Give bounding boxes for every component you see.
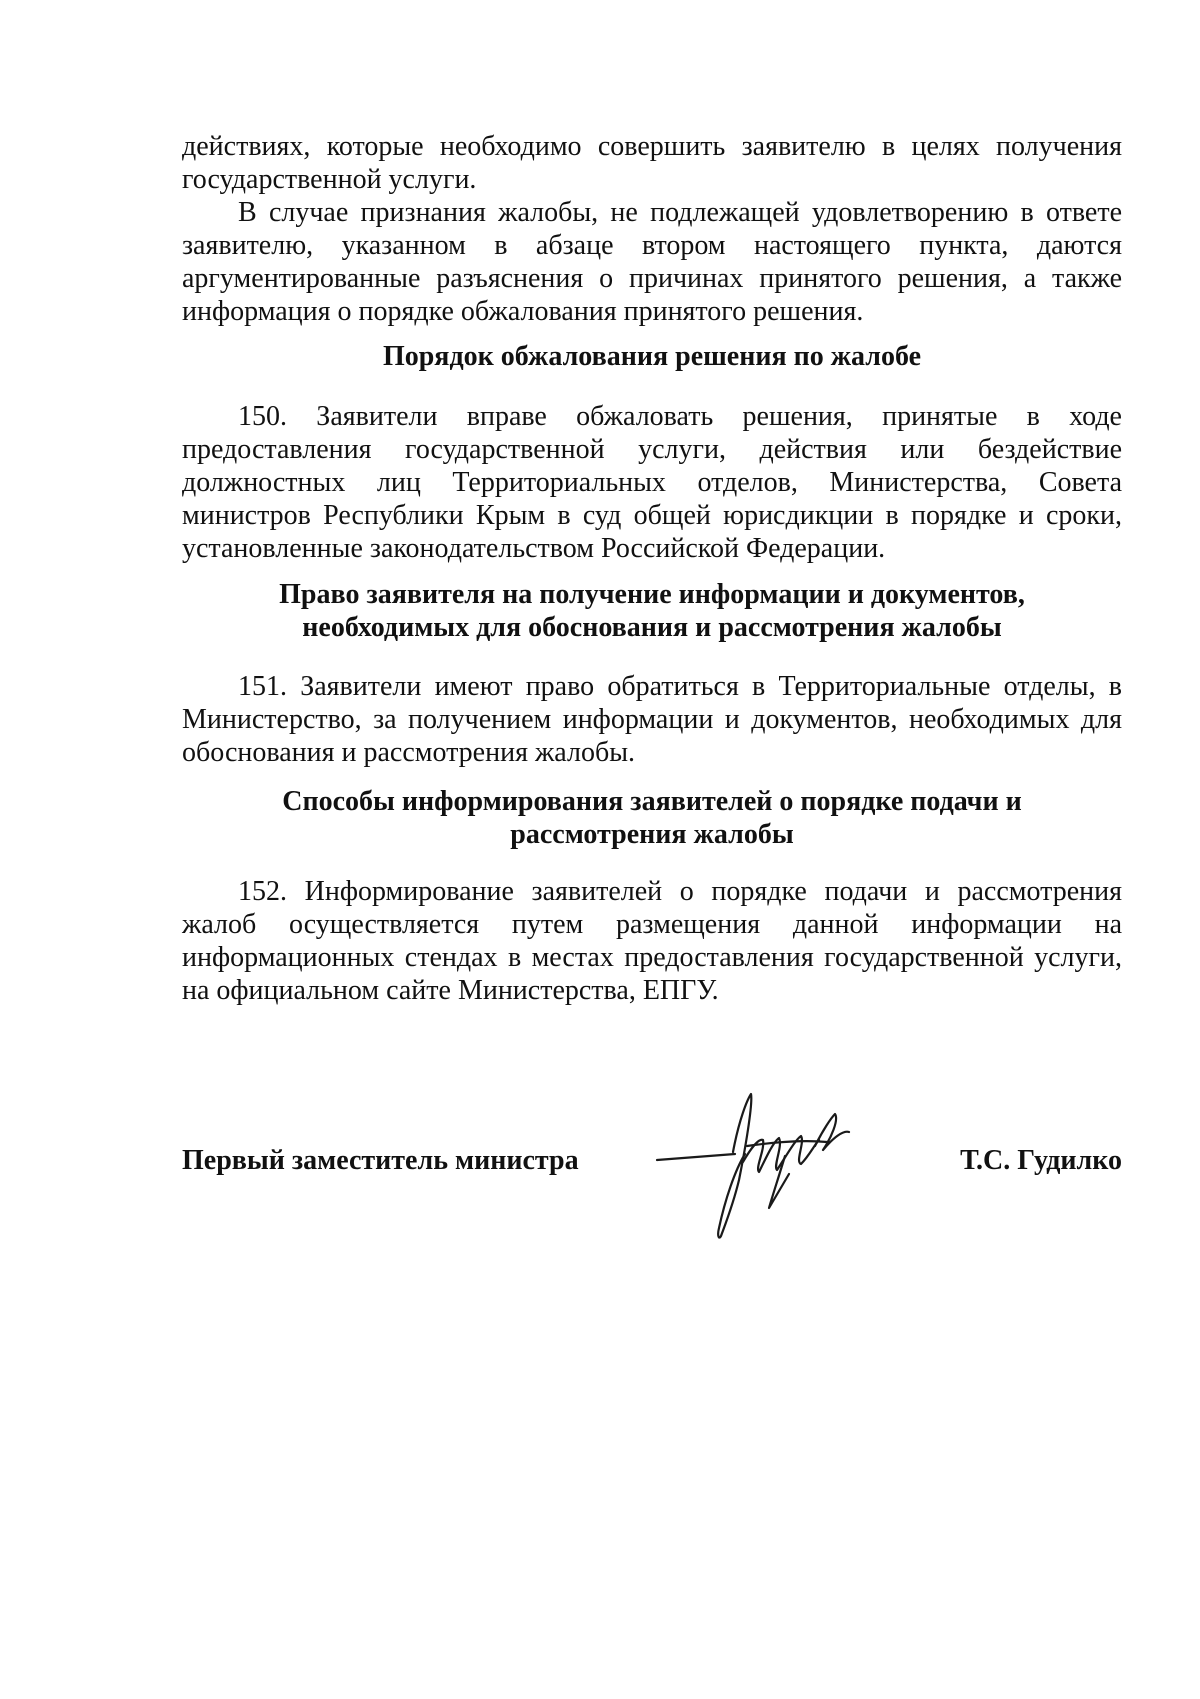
continuation-text bbox=[182, 130, 1122, 328]
heading-right-line-2: необходимых для обоснования и рассмотрения жалобы bbox=[302, 612, 1002, 643]
paragraph-151 bbox=[182, 670, 1122, 769]
handwritten-signature bbox=[655, 1090, 870, 1250]
paragraph-152 bbox=[182, 875, 1122, 1007]
signatory-name: Т.С. Гудилко bbox=[960, 1145, 1122, 1176]
paragraph-150-text: 150. Заявители вправе обжаловать решения, принятые в ходе предоставления государственной услуги, действия или бездействие должностных лиц Территориальных отделов, Министерства, Совета министров Республики Крым в суд общей юрисдикции в порядке и сроки, установленные законодательством Российской Федерации. bbox=[182, 401, 1122, 564]
paragraph-151-text: 151. Заявители имеют право обратиться в Территориальные отделы, в Министерство, за получением информации и документов, необходимых для обоснования и рассмотрения жалобы. bbox=[182, 671, 1122, 768]
paragraph-150 bbox=[182, 400, 1122, 565]
paragraph-152-text: 152. Информирование заявителей о порядке подачи и рассмотрения жалоб осуществляется путем размещения данной информации на информационных стендах в местах предоставления государственной услуги, на официальном сайте Министерства, ЕПГУ. bbox=[182, 876, 1122, 1006]
heading-appeal-procedure bbox=[182, 340, 1122, 373]
heading-right-line-1: Право заявителя на получение информации и документов, bbox=[279, 579, 1025, 610]
paragraph-rejection-info: В случае признания жалобы, не подлежащей удовлетворению в ответе заявителю, указанном в абзаце втором настоящего пункта, даются аргументированные разъяснения о причинах принятого решения, а также информация о порядке обжалования принятого решения. bbox=[182, 197, 1122, 327]
continuation-paragraph: действиях, которые необходимо совершить заявителю в целях получения государственной услуги. bbox=[182, 131, 1122, 195]
heading-appeal-text: Порядок обжалования решения по жалобе bbox=[382, 341, 922, 372]
heading-right-to-information bbox=[182, 578, 1122, 644]
heading-inform-line-1: Способы информирования заявителей о порядке подачи и bbox=[282, 786, 1022, 817]
heading-informing-methods bbox=[182, 785, 1122, 851]
signatory-position: Первый заместитель министра bbox=[182, 1145, 579, 1176]
heading-inform-line-2: рассмотрения жалобы bbox=[510, 819, 794, 850]
